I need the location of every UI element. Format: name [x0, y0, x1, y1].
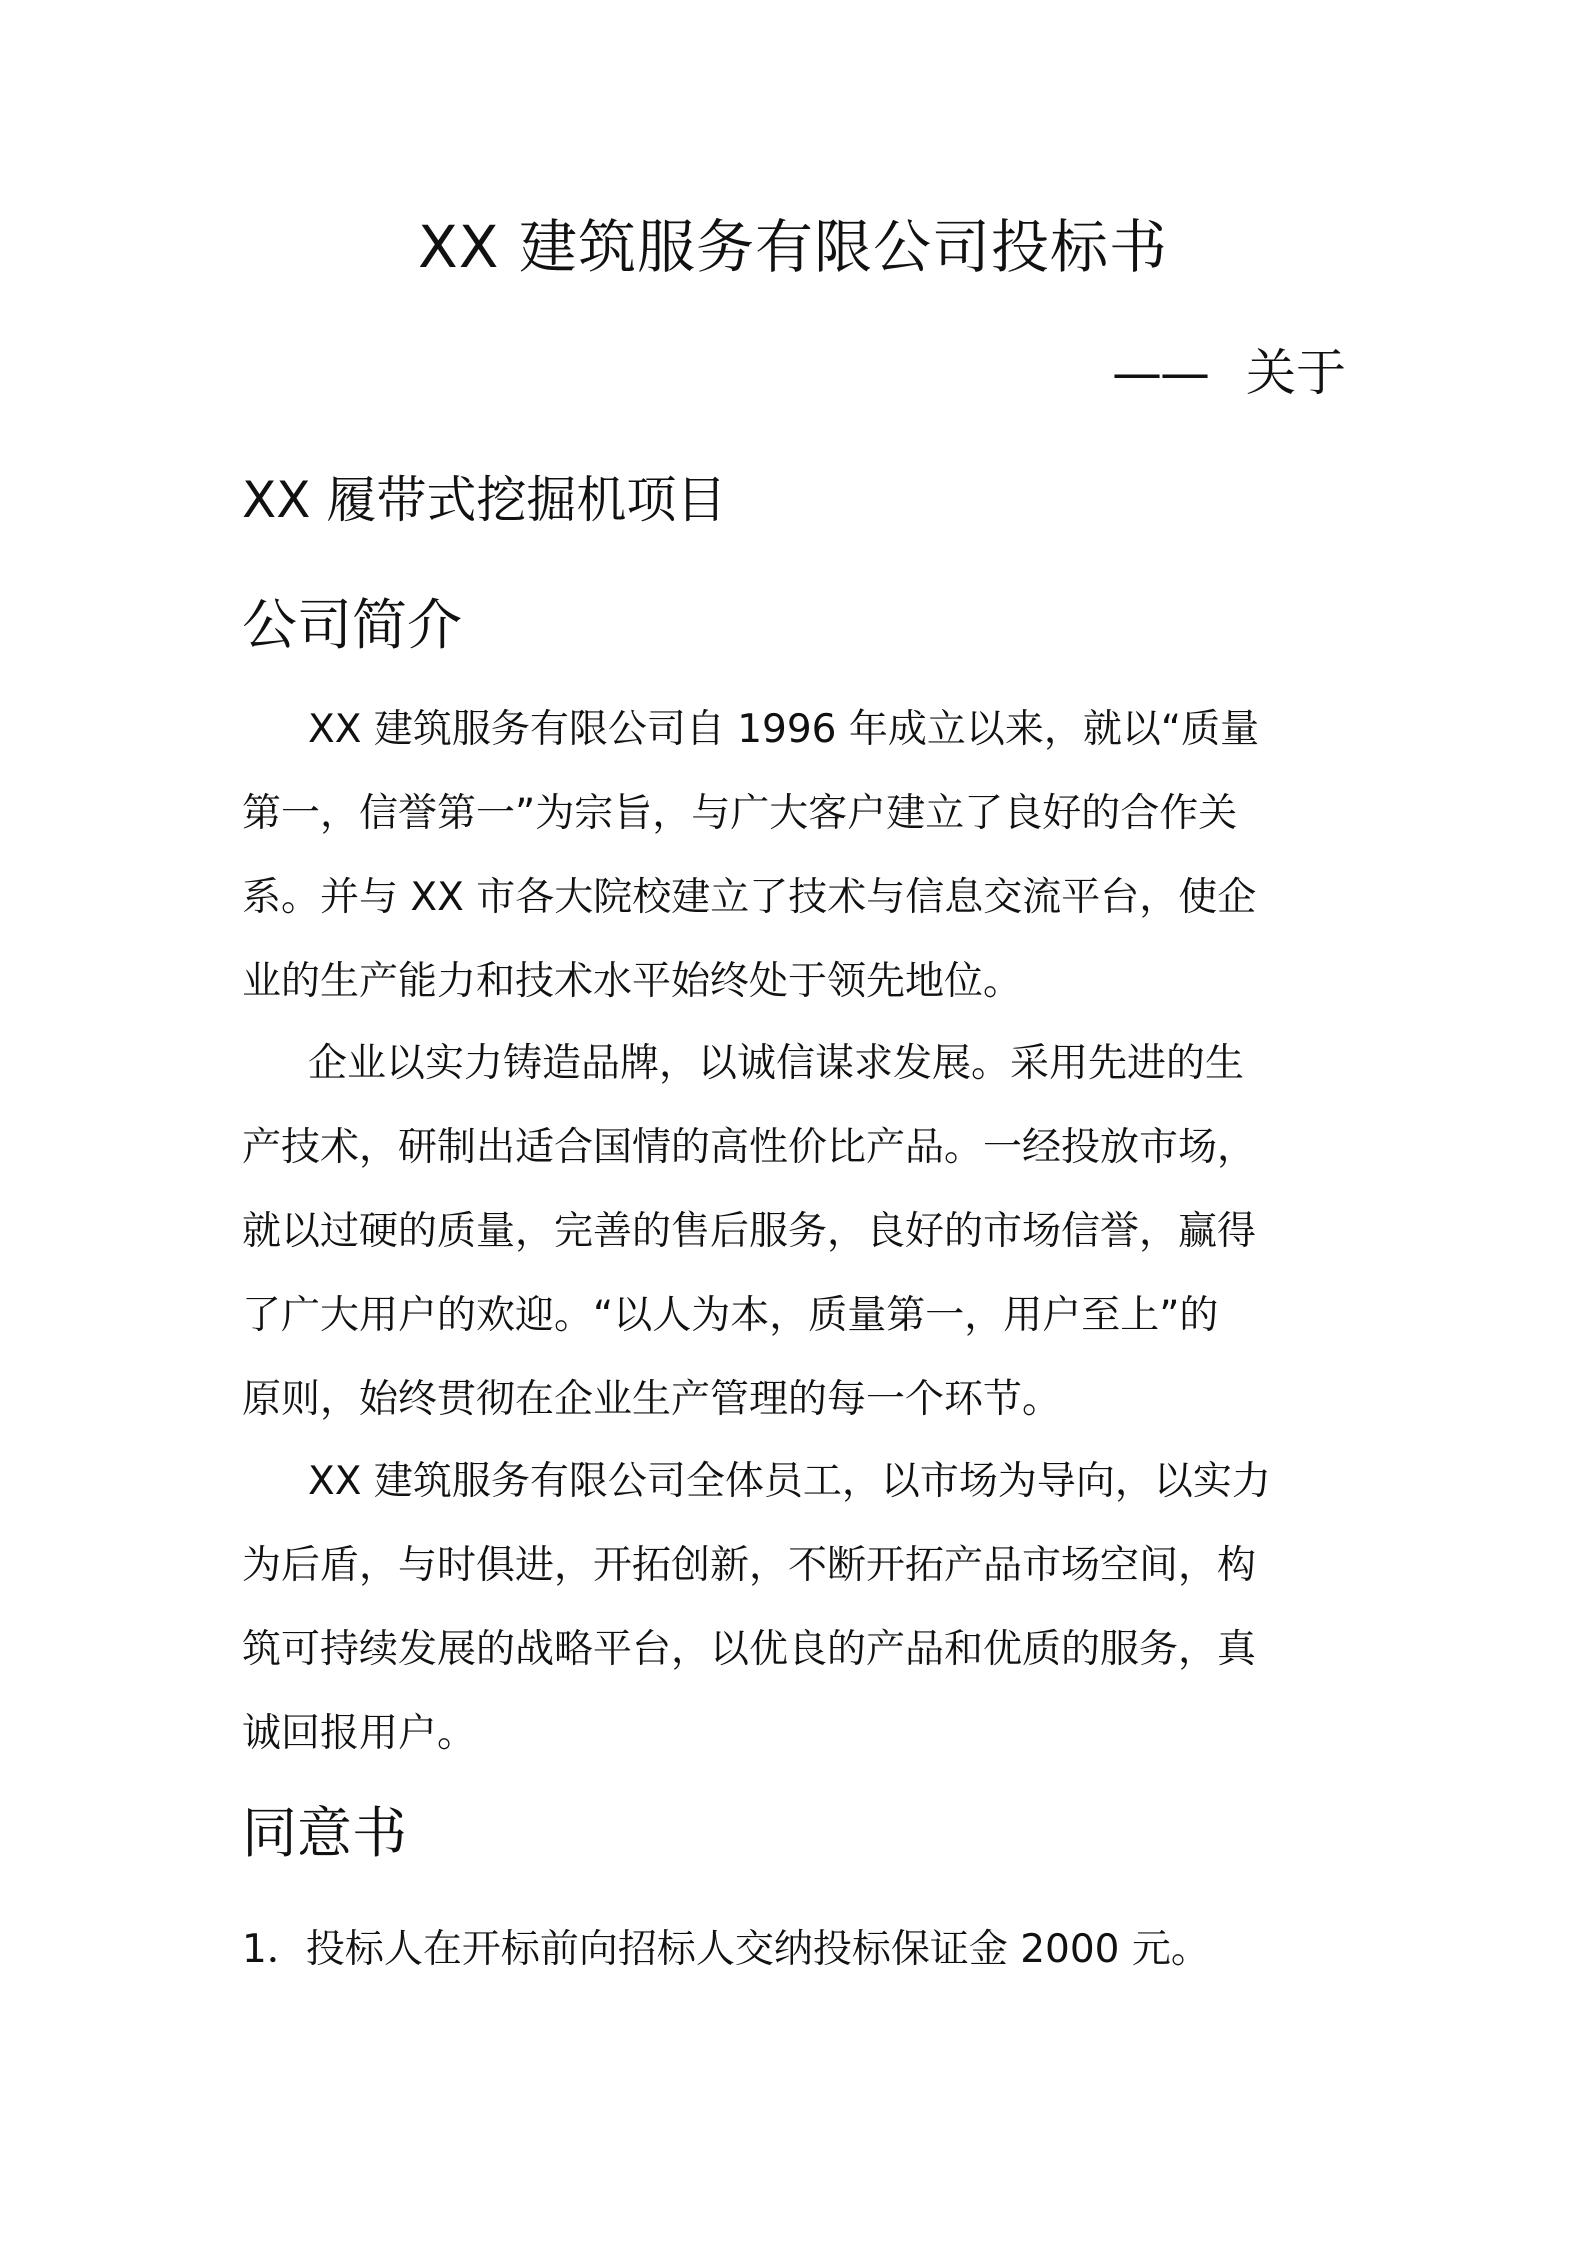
section-heading-intro: 公司简介 [242, 593, 463, 657]
subtitle-dash: —— [1112, 344, 1208, 402]
paragraph-line: 业的生产能力和技术水平始终处于领先地位。 [242, 959, 1023, 1004]
intro-paragraph-3 [242, 1440, 1352, 1776]
paragraph-line: 第一，信誉第一”为宗旨，与广大客户建立了良好的合作关 [242, 791, 1238, 836]
paragraph-line: 原则，始终贯彻在企业生产管理的每一个环节。 [242, 1377, 1062, 1422]
consent-item-text: 投标人在开标前向招标人交纳投标保证金 2000 元。 [305, 1927, 1210, 1972]
intro-paragraph-1 [242, 688, 1352, 1024]
consent-item-number: 1． [242, 1927, 306, 1972]
document-subtitle [1112, 343, 1346, 403]
paragraph-line: 了广大用户的欢迎。“以人为本，质量第一，用户至上”的 [242, 1293, 1219, 1338]
consent-item-1 [242, 1908, 1210, 1992]
paragraph-line: 筑可持续发展的战略平台，以优良的产品和优质的服务，真 [242, 1627, 1257, 1672]
paragraph-line: 企业以实力铸造品牌，以诚信谋求发展。采用先进的生 [308, 1041, 1245, 1086]
paragraph-line: 产技术，研制出适合国情的高性价比产品。一经投放市场， [242, 1125, 1257, 1170]
paragraph-line: 诚回报用户。 [242, 1711, 477, 1756]
section-heading-consent: 同意书 [242, 1801, 408, 1865]
paragraph-line: 为后盾，与时俱进，开拓创新，不断开拓产品市场空间，构 [242, 1543, 1257, 1588]
paragraph-line: XX 建筑服务有限公司全体员工，以市场为导向，以实力 [308, 1459, 1271, 1504]
paragraph-line: 系。并与 XX 市各大院校建立了技术与信息交流平台，使企 [242, 875, 1257, 920]
intro-paragraph-2 [242, 1022, 1352, 1442]
project-name: XX 履带式挖掘机项目 [242, 471, 727, 529]
document-title: XX 建筑服务有限公司投标书 [418, 213, 1168, 281]
paragraph-line: XX 建筑服务有限公司自 1996 年成立以来，就以“质量 [308, 707, 1260, 752]
paragraph-line: 就以过硬的质量，完善的售后服务，良好的市场信誉，赢得 [242, 1209, 1257, 1254]
subtitle-text: 关于 [1246, 344, 1346, 402]
